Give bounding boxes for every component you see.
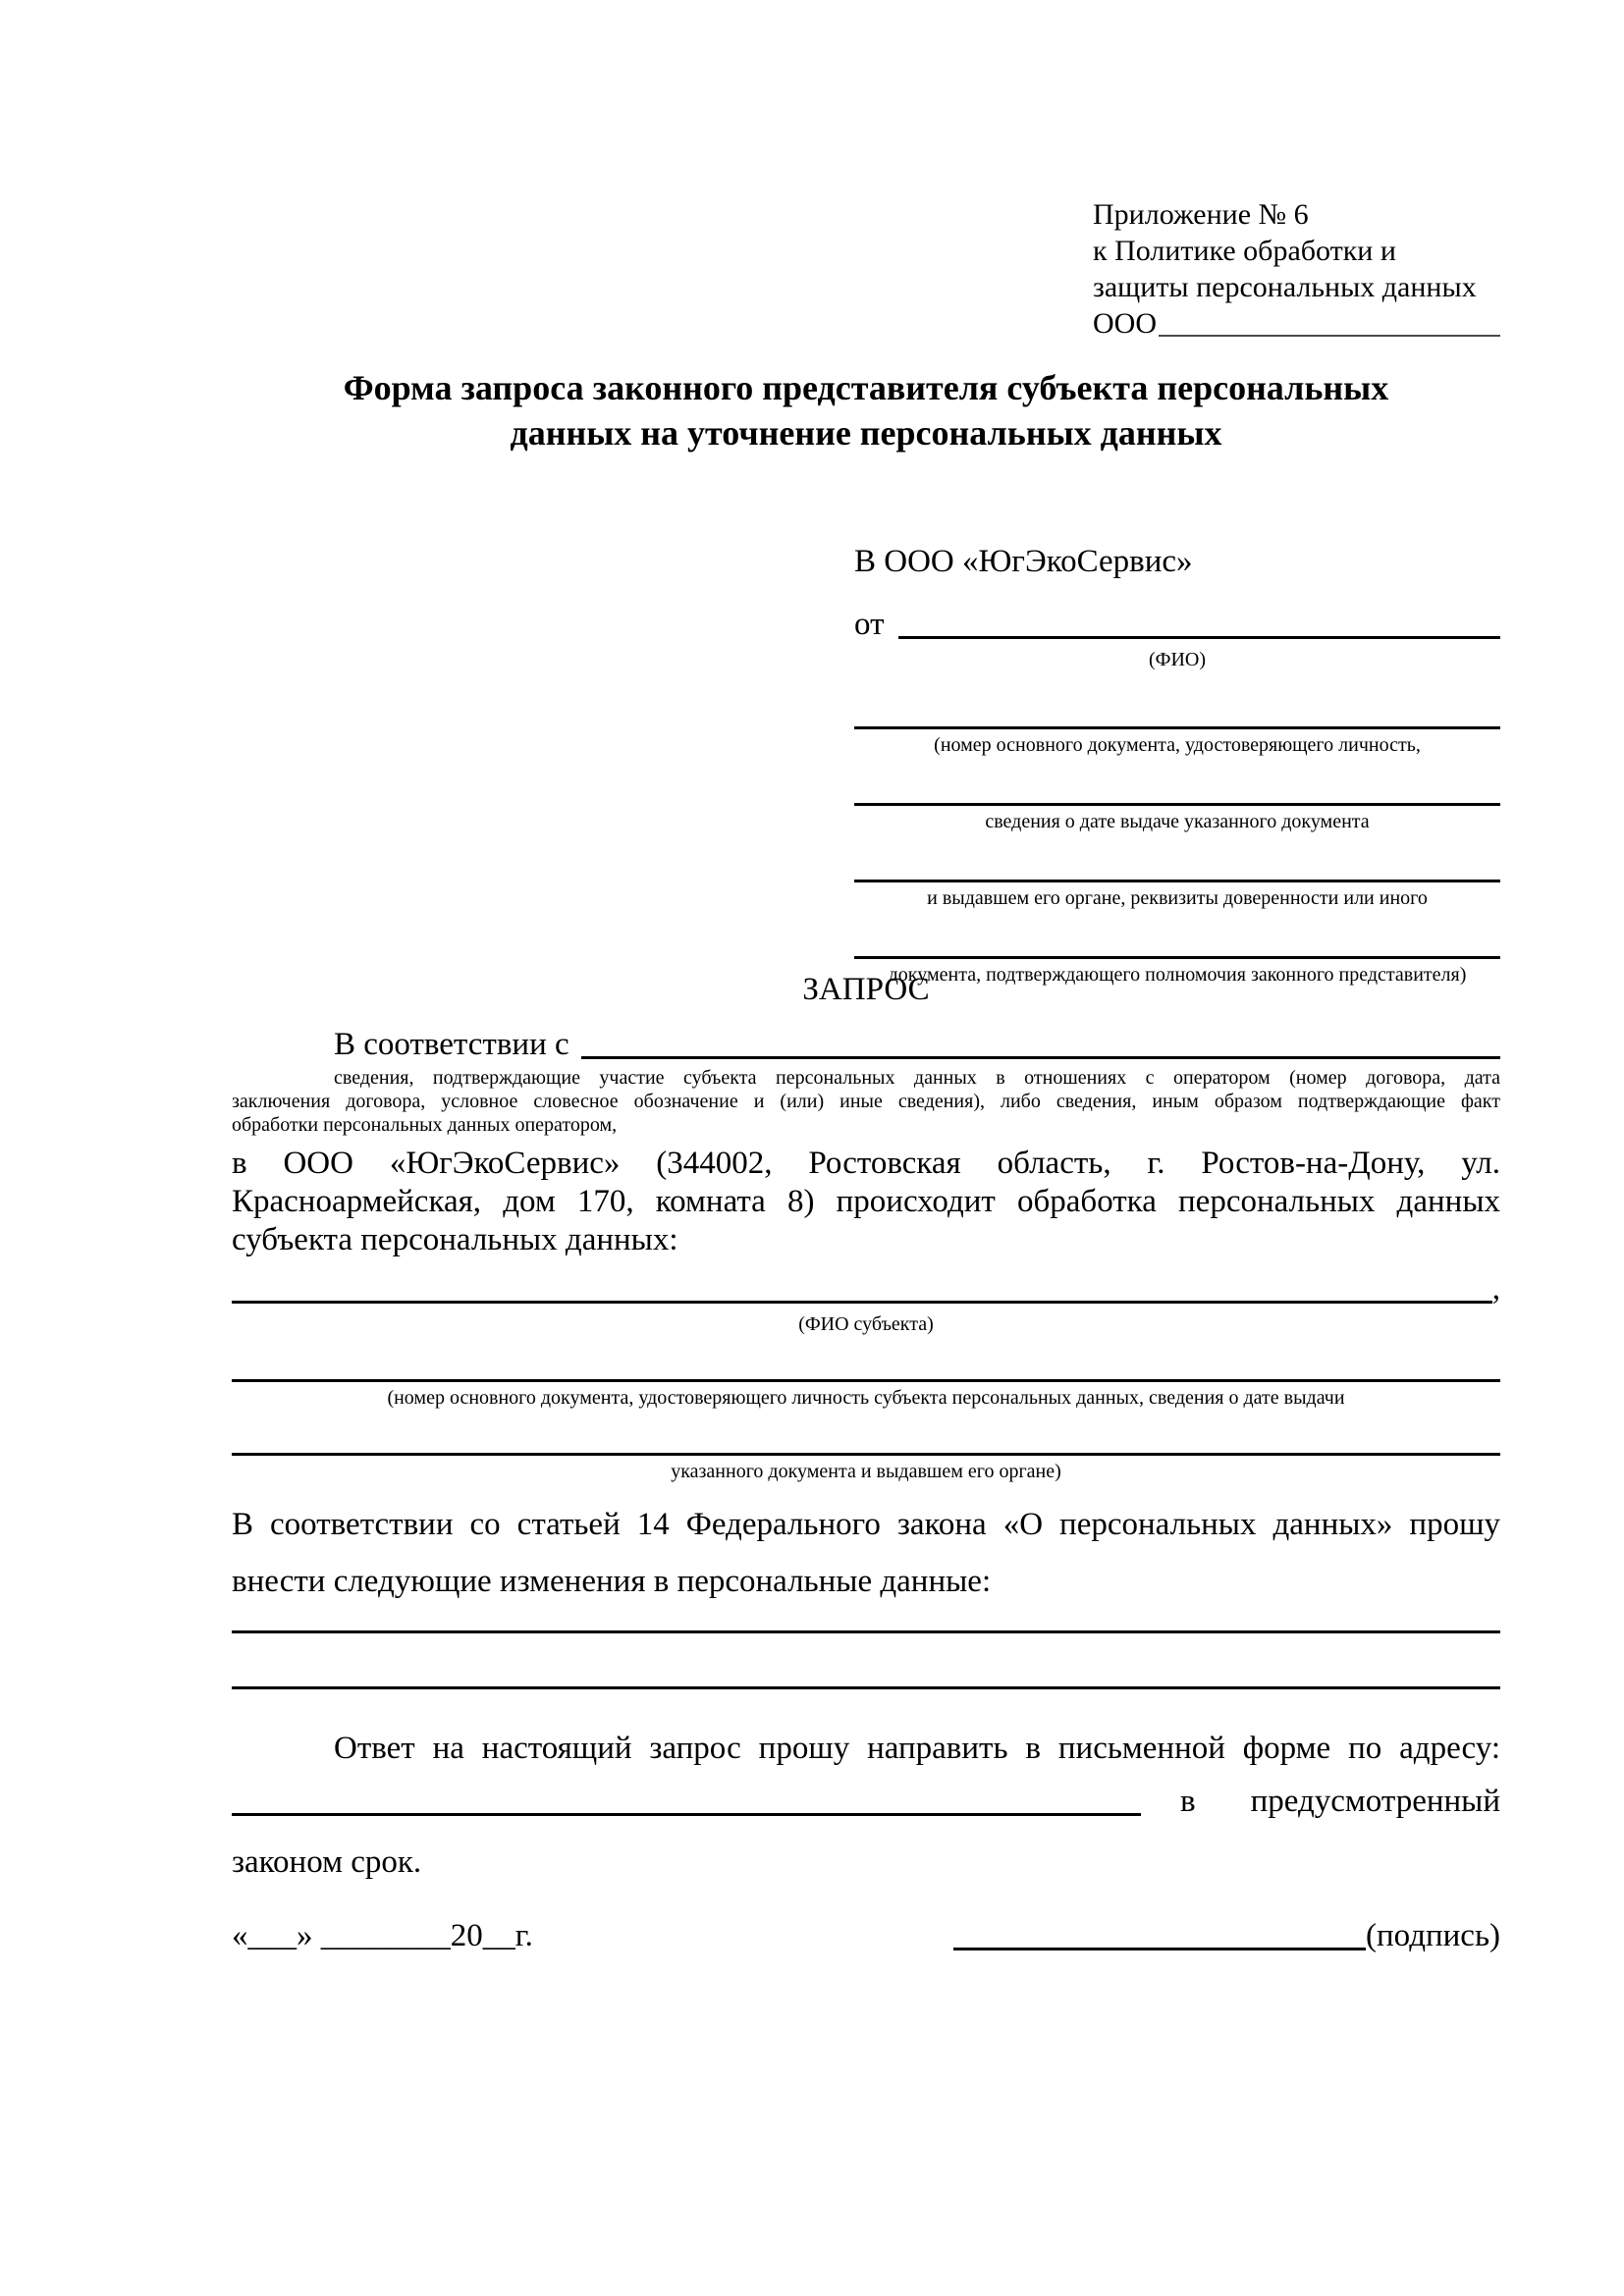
fine-print-line-3: обработки персональных данных оператором,: [232, 1114, 618, 1136]
doc-caption-4: документа, подтверждающего полномочия законного представителя): [888, 964, 1467, 986]
article-line-1: В соответствии со статьей 14 Федерального закона «О персональных данных» прошу: [232, 1507, 1500, 1542]
article-paragraph: [232, 1505, 1500, 1601]
answer-word-2: предусмотренный: [1250, 1784, 1500, 1819]
org-name-row: [1093, 305, 1500, 342]
address-blank-field: [232, 1813, 1141, 1816]
request-heading: ЗАПРОС: [802, 972, 930, 1007]
answer-address-row: [232, 1782, 1500, 1821]
representative-doc-blank-field-1: [854, 726, 1500, 729]
footer-row: [232, 1916, 1500, 1955]
document-body: [232, 970, 1500, 1882]
page-title: [232, 365, 1500, 455]
date-field: «___» ________20__г.: [232, 1918, 533, 1953]
appendix-line-3: защиты персональных данных: [1093, 271, 1477, 303]
org-name-blank-field: [1159, 335, 1500, 337]
fine-print-line-2: заключения договора, условное словесное обозначение и (или) иные сведения), либо сведения, иным образом подтверждающие факт: [232, 1091, 1500, 1112]
subject-doc-caption-1: (номер основного документа, удостоверяющего личность субъекта персональных данных, сведения о дате выдачи: [387, 1387, 1345, 1409]
addressee-block: [854, 542, 1500, 987]
representative-doc-blank-field-2: [854, 803, 1500, 806]
from-row: [854, 605, 1500, 644]
operator-line-1: в ООО «ЮгЭкоСервис» (344002, Ростовская область, г. Ростов-на-Дону, ул.: [232, 1146, 1500, 1181]
signature-group: [953, 1916, 1500, 1955]
operator-line-2: Красноармейская, дом 170, комната 8) происходит обработка персональных данных: [232, 1184, 1500, 1219]
answer-line-3: законом срок.: [232, 1844, 422, 1880]
appendix-note: [1093, 196, 1500, 342]
operator-paragraph: [232, 1145, 1500, 1259]
answer-line-1: Ответ на настоящий запрос прошу направить в письменной форме по адресу:: [334, 1731, 1500, 1766]
subject-fio-blank-field: [232, 1301, 1492, 1304]
subject-doc-caption-2: указанного документа и выдавшем его органе): [671, 1461, 1061, 1482]
representative-doc-blank-field-3: [854, 880, 1500, 882]
subject-fio-row: [232, 1269, 1500, 1308]
representative-fio-blank-field: [898, 636, 1501, 639]
appendix-line-1: Приложение № 6: [1093, 198, 1309, 231]
from-label: от: [854, 607, 885, 642]
org-prefix: ООО: [1093, 307, 1157, 340]
subject-fio-caption: (ФИО субъекта): [798, 1313, 934, 1335]
appendix-line-2: к Политике обработки и: [1093, 235, 1396, 267]
accordance-label: В соответствии с: [334, 1027, 569, 1062]
signature-blank-field: [953, 1948, 1366, 1950]
trailing-comma: ,: [1491, 1271, 1500, 1307]
changes-blank-field-2: [232, 1686, 1500, 1689]
addressee-to: В ООО «ЮгЭкоСервис»: [854, 544, 1193, 579]
changes-blank-field-1: [232, 1630, 1500, 1633]
article-line-2: внести следующие изменения в персональные данные:: [232, 1564, 992, 1599]
accordance-row: [232, 1025, 1500, 1064]
answer-word-1: в: [1180, 1784, 1196, 1819]
doc-caption-3: и выдавшем его органе, реквизиты доверенности или иного: [927, 887, 1428, 909]
doc-caption-2: сведения о дате выдаче указанного документа: [985, 811, 1370, 832]
title-line-1: Форма запроса законного представителя субъекта персональных: [343, 368, 1389, 407]
operator-line-3: субъекта персональных данных:: [232, 1222, 678, 1257]
fine-print-line-1: сведения, подтверждающие участие субъекта персональных данных в отношениях с оператором (номер договора, дата: [334, 1067, 1500, 1089]
doc-caption-1: (номер основного документа, удостоверяющего личность,: [934, 734, 1421, 756]
signature-caption: (подпись): [1366, 1918, 1500, 1953]
subject-doc-blank-field-2: [232, 1453, 1500, 1456]
fine-print: [232, 1066, 1500, 1137]
fio-caption: (ФИО): [1148, 649, 1206, 670]
subject-doc-blank-field-1: [232, 1379, 1500, 1382]
relation-info-blank-field: [581, 1056, 1500, 1059]
title-line-2: данных на уточнение персональных данных: [510, 413, 1222, 453]
representative-doc-blank-field-4: [854, 956, 1500, 959]
